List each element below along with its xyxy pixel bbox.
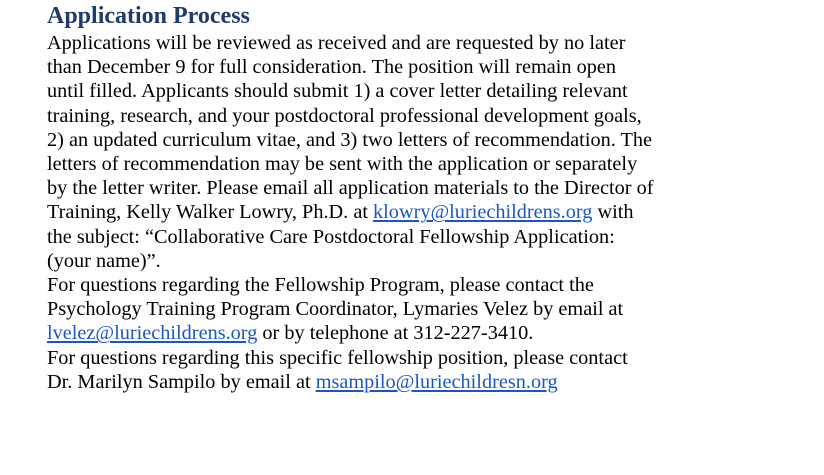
text-line bbox=[47, 200, 817, 224]
section-heading: Application Process bbox=[47, 3, 250, 29]
text-segment: training, research, and your postdoctoral professional development goals, bbox=[47, 104, 642, 127]
text-segment: or by telephone at 312-227-3410. bbox=[257, 322, 534, 345]
text-line bbox=[47, 370, 817, 394]
text-line bbox=[47, 79, 817, 103]
text-line bbox=[47, 249, 817, 273]
text-line bbox=[47, 176, 817, 200]
text-segment: with bbox=[592, 201, 634, 224]
text-line bbox=[47, 321, 817, 345]
text-segment: Dr. Marilyn Sampilo by email at bbox=[47, 370, 316, 393]
document bbox=[47, 0, 817, 394]
text-line bbox=[47, 297, 817, 321]
email-link[interactable]: msampilo@luriechildresn.org bbox=[315, 370, 558, 393]
text-segment: the subject: “Collaborative Care Postdoctoral Fellowship Application: bbox=[47, 225, 615, 248]
text-segment: than December 9 for full consideration. The position will remain open bbox=[47, 56, 617, 79]
email-link[interactable]: klowry@luriechildrens.org bbox=[373, 201, 593, 224]
text-segment: (your name)”. bbox=[47, 249, 161, 272]
text-segment: Training, Kelly Walker Lowry, Ph.D. at bbox=[47, 201, 374, 224]
text-segment: Psychology Training Program Coordinator, Lymaries Velez by email at bbox=[47, 298, 624, 321]
text-segment: by the letter writer. Please email all application materials to the Director of bbox=[47, 177, 654, 200]
text-line bbox=[47, 31, 817, 55]
text-segment: letters of recommendation may be sent with the application or separately bbox=[47, 153, 638, 176]
text-segment: 2) an updated curriculum vitae, and 3) two letters of recommendation. The bbox=[47, 128, 653, 151]
text-line bbox=[47, 346, 817, 370]
text-line bbox=[47, 273, 817, 297]
text-line bbox=[47, 55, 817, 79]
body-paragraph bbox=[47, 31, 817, 394]
text-line bbox=[47, 128, 817, 152]
text-line bbox=[47, 104, 817, 128]
email-link[interactable]: lvelez@luriechildrens.org bbox=[47, 322, 258, 345]
text-segment: For questions regarding the Fellowship Program, please contact the bbox=[47, 274, 594, 297]
text-segment: For questions regarding this specific fellowship position, please contact bbox=[47, 346, 628, 369]
text-line bbox=[47, 225, 817, 249]
text-segment: Applications will be reviewed as received and are requested by no later bbox=[47, 32, 626, 54]
text-segment: until filled. Applicants should submit 1) a cover letter detailing relevant bbox=[47, 80, 628, 103]
text-line bbox=[47, 152, 817, 176]
